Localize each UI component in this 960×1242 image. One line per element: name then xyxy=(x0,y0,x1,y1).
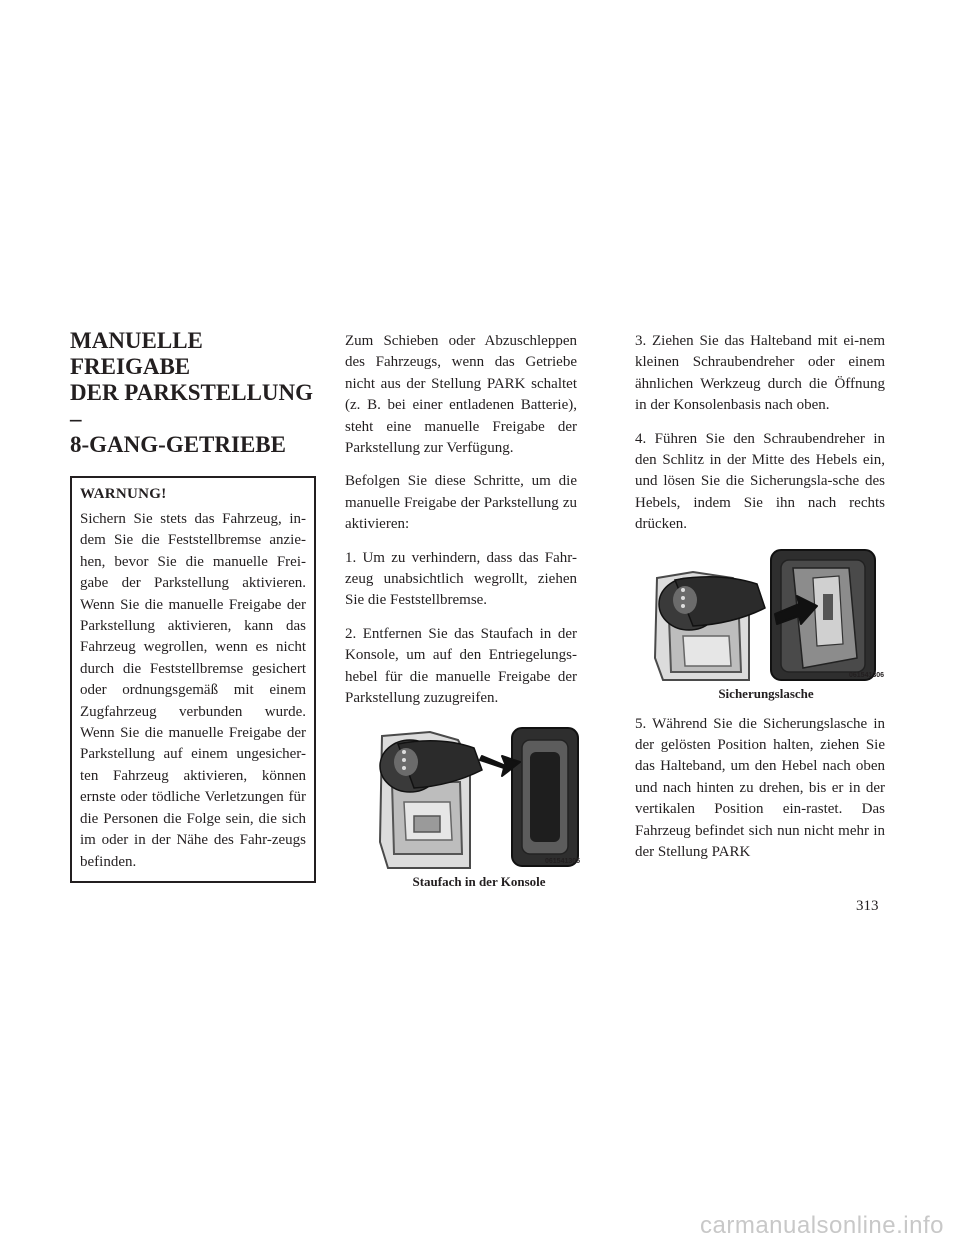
storage-bin-illustration xyxy=(370,722,588,870)
step-5: 5. Während Sie die Sicherungslasche in der gelösten Position halten, ziehen Sie das Halteband, um den Hebel nach oben und nach hinten zu drehen, bis er in der vertikalen Position ein-rastet. Das Fahrzeug befindet sich nun nicht mehr in der Stellung PARK xyxy=(635,715,885,861)
step-1: 1. Um zu verhindern, dass das Fahr-zeug unabsichtlich wegrollt, ziehen Sie die Feststellbremse. xyxy=(345,549,577,609)
storage-bin-drawing xyxy=(370,722,588,870)
locking-tab-drawing xyxy=(653,548,879,682)
intro-paragraph: Zum Schieben oder Abzuschleppen des Fahrzeugs, wenn das Getriebe nicht aus der Stellung PARK schaltet (z. B. bei einer entladenen Batterie), steht eine manuelle Freigabe der Parkstellung zur Verfügung. xyxy=(345,333,577,457)
figure-storage-bin xyxy=(370,722,588,890)
heading-line-3: 8-GANG-GETRIEBE xyxy=(70,432,286,457)
warning-title: WARNUNG! xyxy=(80,486,167,502)
figure-caption: Sicherungslasche xyxy=(718,685,814,701)
column-right xyxy=(635,331,885,876)
section-heading xyxy=(70,328,318,458)
column-left xyxy=(70,328,318,883)
watermark: carmanualsonline.info xyxy=(700,1212,944,1239)
figure-locking-tab xyxy=(653,548,885,702)
figure-code: 061541306 xyxy=(849,671,885,679)
heading-line-1: MANUELLE FREIGABE xyxy=(70,328,203,379)
steps-intro-paragraph: Befolgen Sie diese Schritte, um die manuelle Freigabe der Parkstellung zu aktivieren: xyxy=(345,473,577,533)
step-4: 4. Führen Sie den Schraubendreher in den Schlitz in der Mitte des Hebels ein, und lösen Sie die Sicherungsla-sche des Hebels, indem Sie ihn nach rechts drücken. xyxy=(635,430,885,533)
warning-box xyxy=(70,476,316,883)
column-middle xyxy=(345,331,581,890)
figure-code: 061541305 xyxy=(545,857,581,865)
heading-line-2: DER PARKSTELLUNG – xyxy=(70,380,314,431)
warning-text: Sichern Sie stets das Fahrzeug, in-dem Sie die Feststellbremse anzie-hen, bevor Sie die manuelle Frei-gabe der Parkstellung aktivieren. Wenn Sie die manuelle Freigabe der Parkstellung aktivieren, kann das Fahrzeug wegrollen, wenn es nicht durch die Feststellbremse gesichert oder ordnungsgemäß mit einem Zugfahrzeug verbunden wurde. Wenn Sie die manuelle Freigabe der Parkstellung auf einem ungesicher-ten Fahrzeug aktivieren, können ernste oder tödliche Verletzungen für die Personen die Folge sein, die sich im oder in der Nähe des Fahr-zeugs befinden. xyxy=(80,511,306,870)
page-number: 313 xyxy=(856,898,879,914)
step-3: 3. Ziehen Sie das Halteband mit ei-nem kleinen Schraubendreher oder einem ähnlichen Werkzeug durch die Öffnung in der Konsolenbasis nach oben. xyxy=(635,333,885,414)
step-2: 2. Entfernen Sie das Staufach in der Konsole, um auf den Entriegelungs-hebel für die manuelle Freigabe der Parkstellung zuzugreifen. xyxy=(345,625,577,707)
locking-tab-illustration xyxy=(653,548,885,682)
figure-caption: Staufach in der Konsole xyxy=(412,873,546,889)
